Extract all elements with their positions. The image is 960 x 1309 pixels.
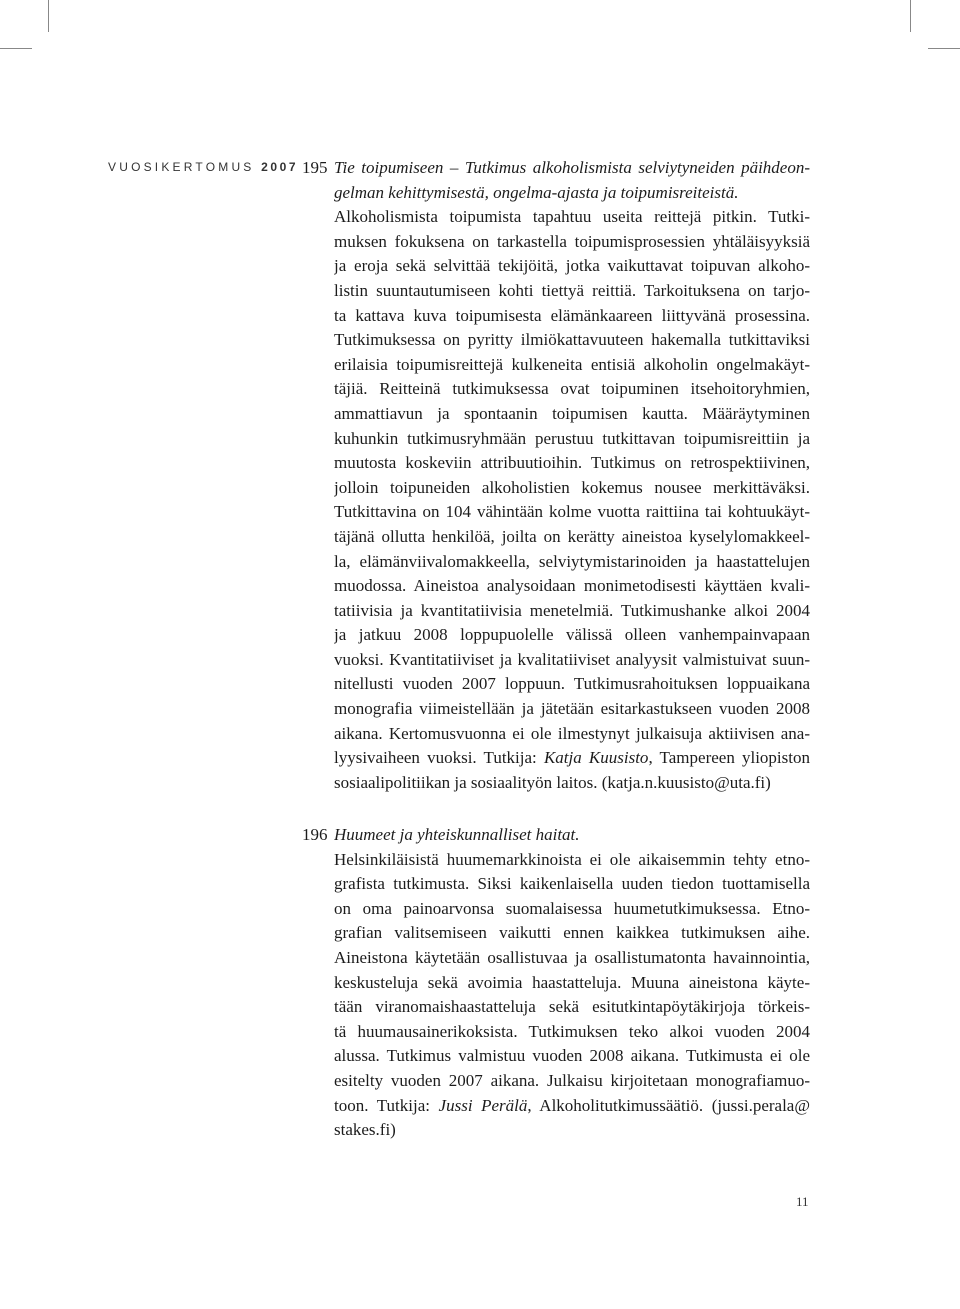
text-line: Tie toipumiseen – Tutkimus alkoholismista selviytyneiden päihdeon- bbox=[334, 158, 810, 177]
crop-mark-top-left-vertical bbox=[48, 0, 49, 32]
text-line: Tutkittavina on 104 vähintään kolme vuotta raittiina tai kohtuukäyt- bbox=[334, 502, 810, 522]
text-line: stakes.fi) bbox=[334, 1120, 396, 1140]
text-line: ammattiavun ja spontaanin toipumisen kautta. Määräytyminen bbox=[334, 403, 810, 423]
text-line: erilaisia toipumisreittejä kulkeneita entisiä alkoholin ongelmakäyt- bbox=[334, 354, 810, 374]
entry-196 bbox=[302, 823, 810, 1143]
text-line: muksen fokuksena on tarkastella toipumisprosessien yhtäläisyyksiä bbox=[334, 231, 810, 251]
text-line: ja jatkuu 2008 loppupuolelle välissä olleen vanhempainvapaan bbox=[334, 625, 810, 645]
text-line: Aineistona käytetään osallistuvaa ja osallistumatonta havainnointia, bbox=[334, 947, 810, 967]
text-line: tä huumausainerikoksista. Tutkimuksen teko alkoi vuoden 2004 bbox=[334, 1021, 810, 1041]
running-header bbox=[108, 160, 298, 174]
text-line: keskusteluja sekä avoimia haastatteluja. Muuna aineistona käyte- bbox=[334, 972, 810, 992]
text-line: nitellusti vuoden 2007 loppuun. Tutkimusrahoituksen loppuaikana bbox=[334, 674, 810, 694]
text-line: toon. Tutkija: Jussi Perälä, Alkoholitutkimussäätiö. (jussi.perala@ bbox=[334, 1095, 810, 1115]
text-line: grafista tutkimusta. Siksi kaikenlaisella uuden tiedon tuottamisella bbox=[334, 874, 810, 894]
text-line: ja eroja sekä selvittää tekijöitä, jotka vaikuttavat toipuvan alkoho- bbox=[334, 256, 810, 276]
text-line: tään viranomaishaastatteluja sekä esitutkintapöytäkirjoja törkeis- bbox=[334, 997, 810, 1017]
header-year: 2007 bbox=[261, 160, 299, 174]
text-line: ta kattava kuva toipumisesta elämänkaareen liittyvänä prosessina. bbox=[334, 305, 810, 325]
text-line: Helsinkiläisistä huumemarkkinoista ei ole aikaisemmin tehty etno- bbox=[334, 849, 810, 869]
crop-mark-top-left-horizontal bbox=[0, 48, 32, 49]
entry-number: 196 bbox=[302, 825, 328, 844]
text-line: muutosta koskeviin attribuutioihin. Tutkimus on retrospektiivinen, bbox=[334, 453, 810, 473]
researcher-name: Katja Kuusisto bbox=[543, 748, 649, 768]
text-line: vuoksi. Kvantitatiiviset ja kvalitatiiviset analyysit valmistuivat suun- bbox=[334, 649, 810, 669]
page-number: 11 bbox=[796, 1194, 809, 1209]
entry-body bbox=[334, 823, 810, 1143]
researcher-name: Jussi Perälä bbox=[438, 1095, 528, 1115]
text-line: sosiaalipolitiikan ja sosiaalityön laitos. (katja.n.kuusisto@uta.fi) bbox=[334, 772, 771, 792]
text-line: lyysivaiheen vuoksi. Tutkija: Katja Kuusisto, Tampereen yliopiston bbox=[334, 748, 810, 768]
text-line: jolloin toipuneiden alkoholistien kokemus nousee merkittäväksi. bbox=[334, 477, 810, 497]
text-line: grafian valitsemiseen vaikutti ennen kaikkea tutkimuksen aihe. bbox=[334, 923, 810, 943]
text-line: Huumeet ja yhteiskunnalliset haitat. bbox=[334, 825, 580, 844]
text-line: muodossa. Aineistoa analysoidaan monimetodisesti käyttäen kvali- bbox=[334, 576, 810, 596]
entry-number: 195 bbox=[302, 158, 328, 177]
text-line: kuhunkin tutkimusryhmään perustuu tutkittavan toipumisreittiin ja bbox=[334, 428, 810, 448]
entry-body bbox=[334, 156, 810, 795]
text-line: on oma painoarvonsa suomalaisessa huumetutkimuksessa. Etno- bbox=[334, 898, 810, 918]
text-line: la, elämänviivalomakkeella, selviytymistarinoiden ja haastattelujen bbox=[334, 551, 810, 571]
text-line: täjiä. Reitteinä tutkimuksessa ovat toipuminen itsehoitoryhmien, bbox=[334, 379, 810, 399]
crop-mark-top-right-vertical bbox=[910, 0, 911, 32]
text-line: aikana. Kertomusvuonna ei ole ilmestynyt julkaisuja aktiivisen ana- bbox=[334, 723, 810, 743]
text-line: täjänä ollutta henkilöä, joilta on kerätty aineistoa kyselylomakkeel- bbox=[334, 526, 810, 546]
text-line: listin suuntautumiseen kohti tiettyä reittiä. Tarkoituksena on tarjo- bbox=[334, 280, 810, 300]
text-line: alussa. Tutkimus valmistuu vuoden 2008 aikana. Tutkimusta ei ole bbox=[334, 1046, 810, 1066]
text-line: gelman kehittymisestä, ongelma-ajasta ja toipumisreiteistä. bbox=[334, 182, 739, 202]
text-line: Tutkimuksessa on pyritty ilmiökattavuuteen hakemalla tutkittaviksi bbox=[334, 330, 810, 350]
entry-195 bbox=[302, 156, 810, 795]
text-line: Alkoholismista toipumista tapahtuu useita reittejä pitkin. Tutki- bbox=[334, 207, 810, 227]
header-label: VUOSIKERTOMUS bbox=[108, 160, 255, 174]
text-line: monografia viimeistellään ja jätetään esitarkastukseen vuoden 2008 bbox=[334, 699, 810, 719]
text-line: esitelty vuoden 2007 aikana. Julkaisu kirjoitetaan monografiamuo- bbox=[334, 1070, 810, 1090]
text-line: tatiivisia ja kvantitatiivisia menetelmiä. Tutkimushanke alkoi 2004 bbox=[334, 600, 810, 620]
crop-mark-top-right-horizontal bbox=[928, 48, 960, 49]
